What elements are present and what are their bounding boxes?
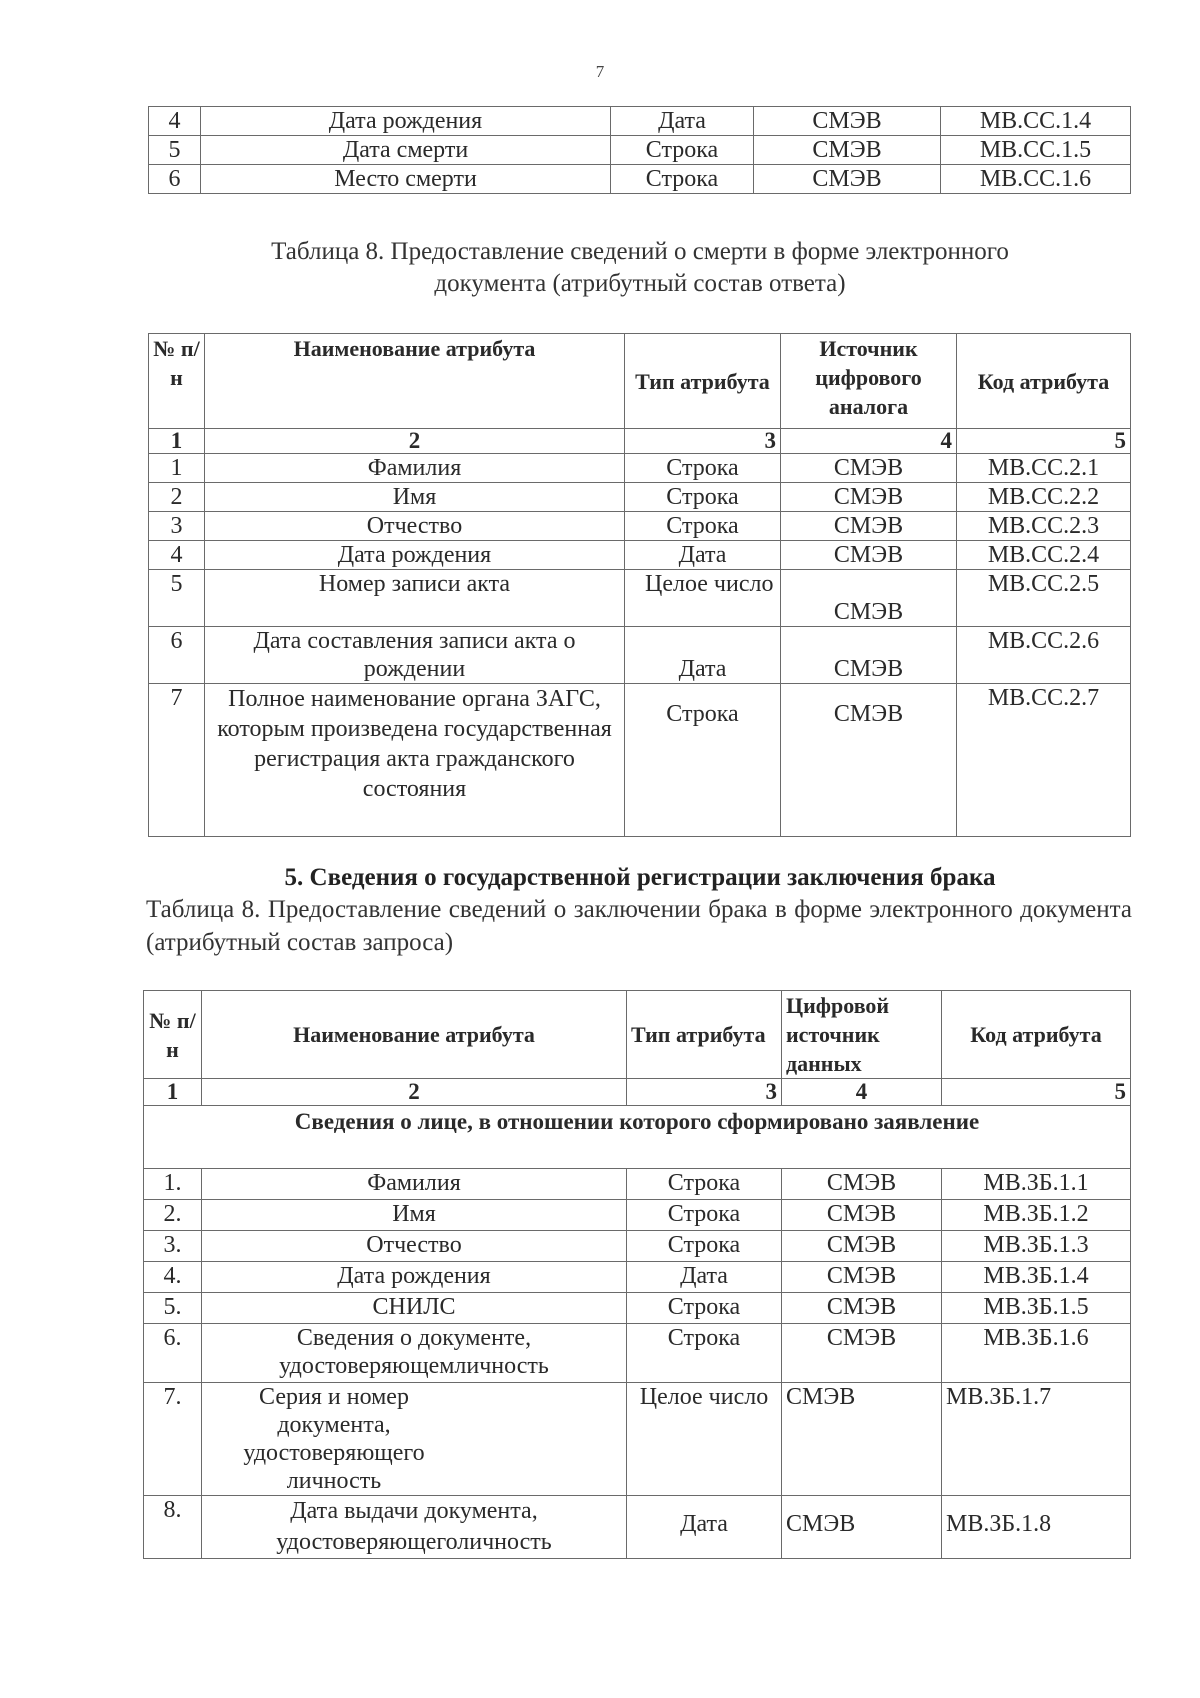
attribute-source: СМЭВ xyxy=(782,1169,942,1200)
attribute-name: Дата рождения xyxy=(205,541,625,570)
header-attribute-type: Тип атрибута xyxy=(627,991,782,1079)
attribute-type: Строка xyxy=(625,483,781,512)
row-number: 8. xyxy=(144,1496,202,1559)
table-header-row xyxy=(144,991,1131,1079)
attribute-type: Дата xyxy=(627,1262,782,1293)
row-number: 3 xyxy=(149,512,205,541)
column-number-row xyxy=(144,1079,1131,1106)
attribute-name: Номер записи акта xyxy=(205,570,625,627)
header-attribute-type: Тип атрибута xyxy=(625,334,781,429)
attribute-code: МВ.ЗБ.1.5 xyxy=(942,1293,1131,1324)
attribute-type: Строка xyxy=(627,1324,782,1383)
attribute-name: Отчество xyxy=(202,1231,627,1262)
column-number: 3 xyxy=(625,429,781,454)
attribute-type: Целое число xyxy=(627,1383,782,1496)
attribute-name: Дата рождения xyxy=(202,1262,627,1293)
table-row xyxy=(144,1200,1131,1231)
attribute-source: СМЭВ xyxy=(782,1231,942,1262)
row-number: 4 xyxy=(149,107,201,136)
table-row xyxy=(149,165,1131,194)
attribute-code: МВ.ЗБ.1.6 xyxy=(942,1324,1131,1383)
attribute-code: МВ.ЗБ.1.4 xyxy=(942,1262,1131,1293)
attribute-code: МВ.ЗБ.1.7 xyxy=(942,1383,1131,1496)
table-row xyxy=(144,1262,1131,1293)
attribute-type: Строка xyxy=(627,1231,782,1262)
attribute-name: Дата смерти xyxy=(201,136,611,165)
attribute-source: СМЭВ xyxy=(781,570,957,627)
column-number: 5 xyxy=(957,429,1131,454)
header-attribute-code: Код атрибута xyxy=(942,991,1131,1079)
page-number: 7 xyxy=(595,62,605,81)
attribute-name: Отчество xyxy=(205,512,625,541)
attribute-name: Имя xyxy=(205,483,625,512)
row-number: 3. xyxy=(144,1231,202,1262)
table-row xyxy=(144,1324,1131,1383)
attribute-name: Полное наименование органа ЗАГС, которым произведена государственная регистрация акта гражданского состояния xyxy=(205,684,625,837)
attribute-source: СМЭВ xyxy=(781,512,957,541)
attribute-name: Фамилия xyxy=(205,454,625,483)
column-number: 1 xyxy=(144,1079,202,1106)
column-number: 2 xyxy=(202,1079,627,1106)
attribute-code: МВ.ЗБ.1.2 xyxy=(942,1200,1131,1231)
row-number: 6. xyxy=(144,1324,202,1383)
header-number: № п/н xyxy=(144,991,202,1079)
row-number: 4. xyxy=(144,1262,202,1293)
row-number: 2. xyxy=(144,1200,202,1231)
attribute-type: Строка xyxy=(627,1293,782,1324)
attribute-code: МВ.СС.1.6 xyxy=(941,165,1131,194)
attribute-source: СМЭВ xyxy=(781,684,957,837)
attribute-code: МВ.СС.2.7 xyxy=(957,684,1131,837)
attribute-source: СМЭВ xyxy=(781,483,957,512)
table-row xyxy=(149,454,1131,483)
table-row xyxy=(149,627,1131,684)
attribute-type: Строка xyxy=(611,165,754,194)
attribute-source: СМЭВ xyxy=(781,454,957,483)
row-number: 7. xyxy=(144,1383,202,1496)
column-number: 4 xyxy=(781,429,957,454)
attribute-name: Дата выдачи документа, удостоверяющеголичность xyxy=(202,1496,627,1559)
table-row xyxy=(144,1293,1131,1324)
attribute-type: Строка xyxy=(627,1200,782,1231)
attribute-source: СМЭВ xyxy=(782,1262,942,1293)
attribute-type: Целое число xyxy=(625,570,781,627)
attribute-type: Строка xyxy=(625,512,781,541)
table-row xyxy=(149,541,1131,570)
attribute-source: СМЭВ xyxy=(754,107,941,136)
table-caption-marriage-request: Таблица 8. Предоставление сведений о заключении брака в форме электронного документа (атрибутный состав запроса) xyxy=(146,896,1132,956)
attribute-code: МВ.СС.2.6 xyxy=(957,627,1131,684)
attribute-code: МВ.СС.2.2 xyxy=(957,483,1131,512)
row-number: 1 xyxy=(149,454,205,483)
header-attribute-source: Источник цифрового аналога xyxy=(781,334,957,429)
attribute-code: МВ.СС.2.3 xyxy=(957,512,1131,541)
marriage-request-table xyxy=(143,990,1131,1559)
table-row xyxy=(149,136,1131,165)
attribute-code: МВ.ЗБ.1.1 xyxy=(942,1169,1131,1200)
attribute-source: СМЭВ xyxy=(782,1383,942,1496)
attribute-code: МВ.СС.2.5 xyxy=(957,570,1131,627)
attribute-name: Место смерти xyxy=(201,165,611,194)
attribute-code: МВ.СС.1.4 xyxy=(941,107,1131,136)
attribute-name: Дата составления записи акта о рождении xyxy=(205,627,625,684)
row-number: 5. xyxy=(144,1293,202,1324)
header-attribute-name: Наименование атрибута xyxy=(202,991,627,1079)
table-row xyxy=(149,483,1131,512)
attribute-type: Строка xyxy=(627,1169,782,1200)
attribute-code: МВ.ЗБ.1.8 xyxy=(942,1496,1131,1559)
attribute-source: СМЭВ xyxy=(782,1496,942,1559)
section-title: 5. Сведения о государственной регистрации заключения брака xyxy=(284,864,996,891)
table-row xyxy=(149,107,1131,136)
row-number: 5 xyxy=(149,570,205,627)
header-attribute-code: Код атрибута xyxy=(957,334,1131,429)
attribute-type: Строка xyxy=(611,136,754,165)
attribute-name: Серия и номер документа, удостоверяющего личность xyxy=(202,1383,627,1496)
row-number: 7 xyxy=(149,684,205,837)
attribute-source: СМЭВ xyxy=(781,541,957,570)
attribute-source: СМЭВ xyxy=(754,165,941,194)
attribute-source: СМЭВ xyxy=(782,1293,942,1324)
row-number: 4 xyxy=(149,541,205,570)
caption-line: документа (атрибутный состав ответа) xyxy=(434,270,846,297)
attribute-code: МВ.СС.1.5 xyxy=(941,136,1131,165)
row-number: 6 xyxy=(149,627,205,684)
table-row xyxy=(144,1383,1131,1496)
attribute-name: Фамилия xyxy=(202,1169,627,1200)
attribute-code: МВ.СС.2.1 xyxy=(957,454,1131,483)
table-subheader-row xyxy=(144,1106,1131,1169)
row-number: 5 xyxy=(149,136,201,165)
attribute-type: Дата xyxy=(625,541,781,570)
row-number: 2 xyxy=(149,483,205,512)
header-attribute-name: Наименование атрибута xyxy=(205,334,625,429)
column-number: 1 xyxy=(149,429,205,454)
column-number-row xyxy=(149,429,1131,454)
column-number: 2 xyxy=(205,429,625,454)
death-response-table xyxy=(148,333,1131,837)
attribute-source: СМЭВ xyxy=(781,627,957,684)
table-row xyxy=(149,512,1131,541)
column-number: 4 xyxy=(782,1079,942,1106)
attribute-code: МВ.СС.2.4 xyxy=(957,541,1131,570)
table-caption-death-response xyxy=(150,236,1130,300)
attribute-type: Строка xyxy=(625,684,781,837)
subheader: Сведения о лице, в отношении которого сформировано заявление xyxy=(144,1106,1131,1169)
attribute-source: СМЭВ xyxy=(782,1200,942,1231)
attribute-type: Строка xyxy=(625,454,781,483)
header-number: № п/н xyxy=(149,334,205,429)
attribute-type: Дата xyxy=(627,1496,782,1559)
header-data-source: Цифровой источник данных xyxy=(782,991,942,1079)
attribute-source: СМЭВ xyxy=(782,1324,942,1383)
caption-line: Таблица 8. Предоставление сведений о смерти в форме электронного xyxy=(271,238,1009,265)
column-number: 5 xyxy=(942,1079,1131,1106)
table-row xyxy=(149,684,1131,837)
attribute-name: Дата рождения xyxy=(201,107,611,136)
row-number: 6 xyxy=(149,165,201,194)
attribute-name: Имя xyxy=(202,1200,627,1231)
row-number: 1. xyxy=(144,1169,202,1200)
table-row xyxy=(144,1496,1131,1559)
attribute-code: МВ.ЗБ.1.3 xyxy=(942,1231,1131,1262)
table-header-row xyxy=(149,334,1131,429)
attribute-name: Сведения о документе, удостоверяющемличность xyxy=(202,1324,627,1383)
table-row xyxy=(144,1231,1131,1262)
attribute-type: Дата xyxy=(611,107,754,136)
table-row xyxy=(144,1169,1131,1200)
attribute-source: СМЭВ xyxy=(754,136,941,165)
attribute-name: СНИЛС xyxy=(202,1293,627,1324)
column-number: 3 xyxy=(627,1079,782,1106)
death-request-table-continuation xyxy=(148,106,1131,194)
table-row xyxy=(149,570,1131,627)
attribute-type: Дата xyxy=(625,627,781,684)
